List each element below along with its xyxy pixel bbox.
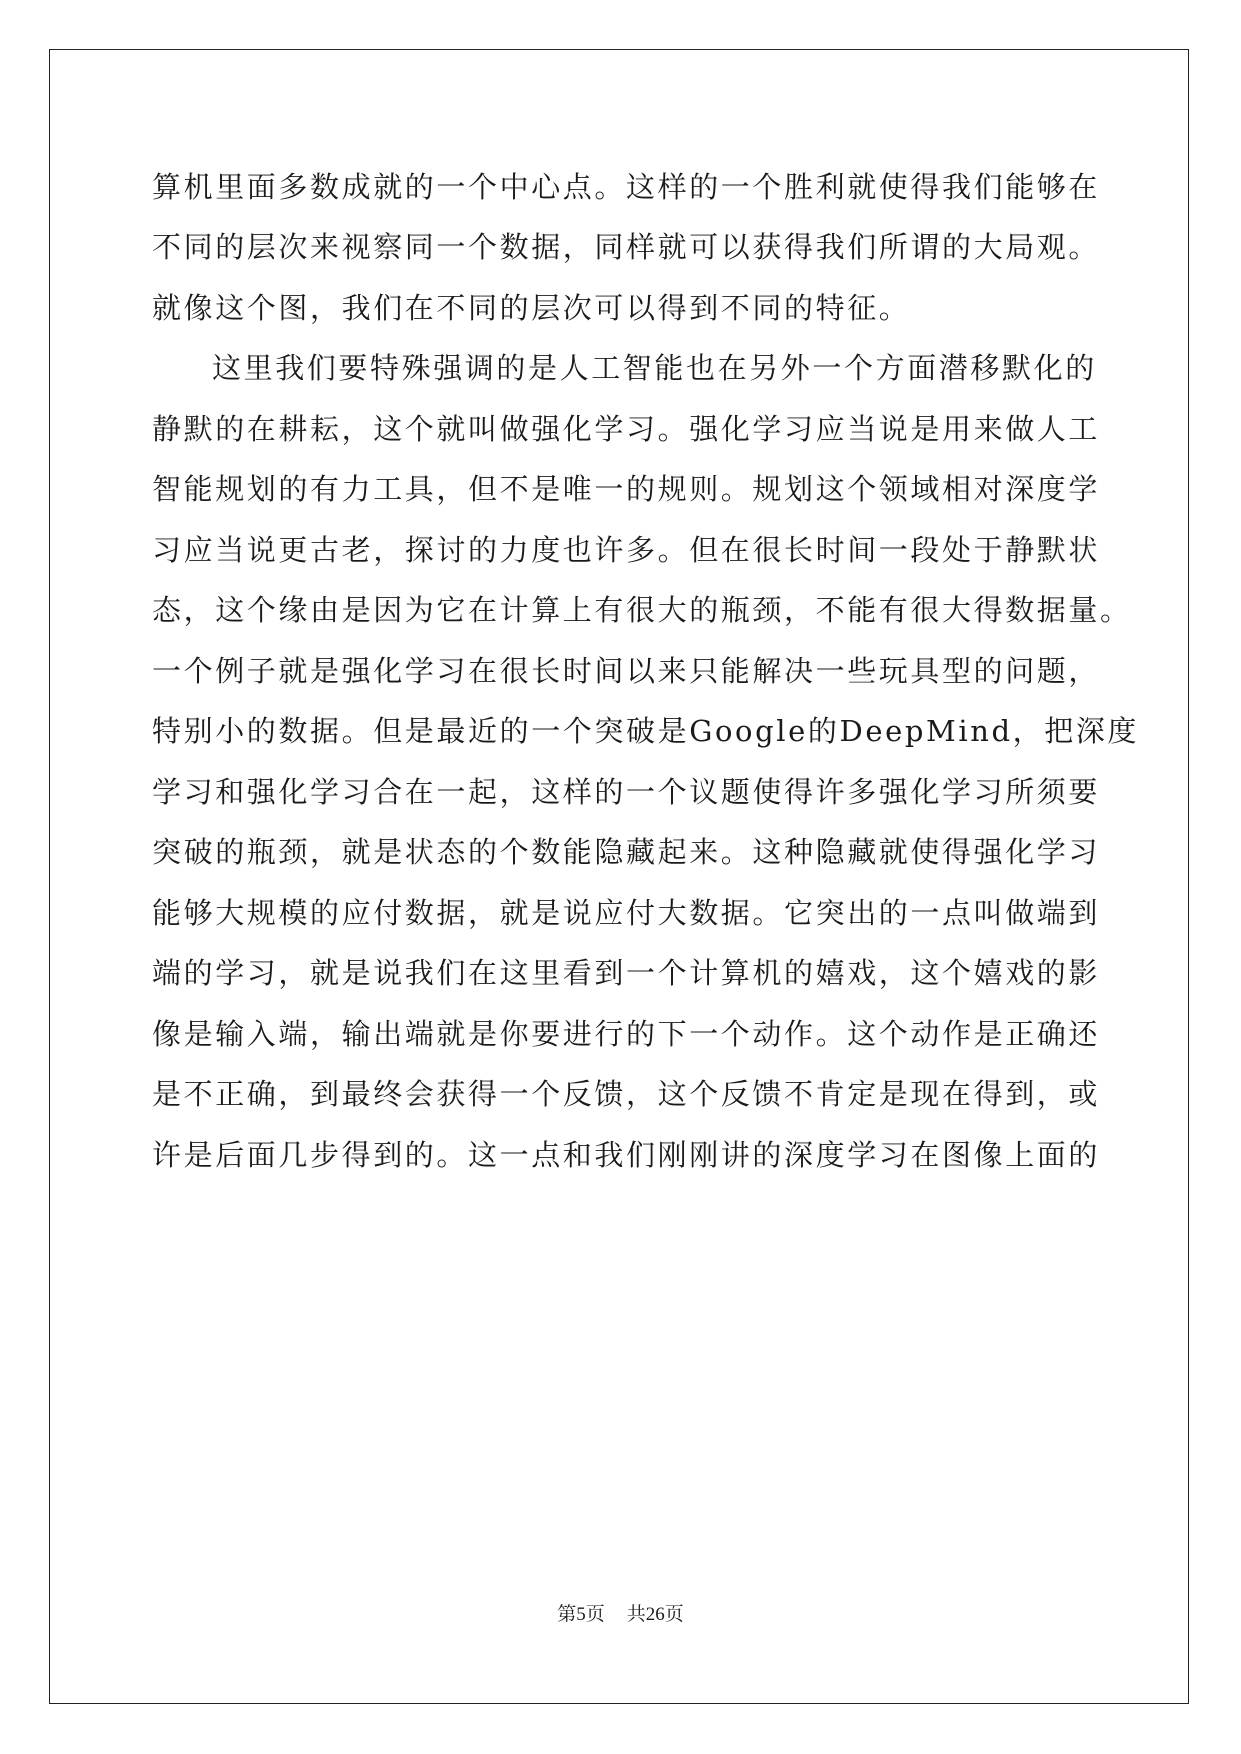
paragraph-line: 是不正确，到最终会获得一个反馈，这个反馈不肯定是现在得到，或 (152, 1077, 1101, 1111)
paragraph-line: 学习和强化学习合在一起，这样的一个议题使得许多强化学习所须要 (152, 775, 1101, 809)
paragraph-line: 能够大规模的应付数据，就是说应付大数据。它突出的一点叫做端到 (152, 896, 1101, 930)
paragraph-line: 端的学习，就是说我们在这里看到一个计算机的嬉戏，这个嬉戏的影 (152, 956, 1101, 990)
paragraph-line: 算机里面多数成就的一个中心点。这样的一个胜利就使得我们能够在 (152, 170, 1101, 204)
paragraph-line: 态，这个缘由是因为它在计算上有很大的瓶颈，不能有很大得数据量。 (152, 593, 1132, 627)
paragraph-line: 就像这个图，我们在不同的层次可以得到不同的特征。 (152, 291, 911, 325)
paragraph-line: 不同的层次来视察同一个数据，同样就可以获得我们所谓的大局观。 (152, 230, 1101, 264)
paragraph-line: 像是输入端，输出端就是你要进行的下一个动作。这个动作是正确还 (152, 1017, 1101, 1051)
paragraph-line: 这里我们要特殊强调的是人工智能也在另外一个方面潜移默化的 (212, 351, 1097, 385)
paragraph-line: 静默的在耕耘，这个就叫做强化学习。强化学习应当说是用来做人工 (152, 412, 1101, 446)
paragraph-line: 许是后面几步得到的。这一点和我们刚刚讲的深度学习在图像上面的 (152, 1138, 1101, 1172)
paragraph-line: 习应当说更古老，探讨的力度也许多。但在很长时间一段处于静默状 (152, 533, 1101, 567)
page-number: 第5页 (557, 1604, 605, 1625)
paragraph-line: 突破的瓶颈，就是状态的个数能隐藏起来。这种隐藏就使得强化学习 (152, 835, 1101, 869)
page-footer (0, 1599, 1241, 1626)
paragraph-line: 特别小的数据。但是最近的一个突破是Google的DeepMind，把深度 (152, 714, 1140, 748)
paragraph-line: 智能规划的有力工具，但不是唯一的规则。规划这个领域相对深度学 (152, 472, 1101, 506)
paragraph-line: 一个例子就是强化学习在很长时间以来只能解决一些玩具型的问题， (152, 654, 1101, 688)
page-total: 共26页 (626, 1604, 684, 1625)
